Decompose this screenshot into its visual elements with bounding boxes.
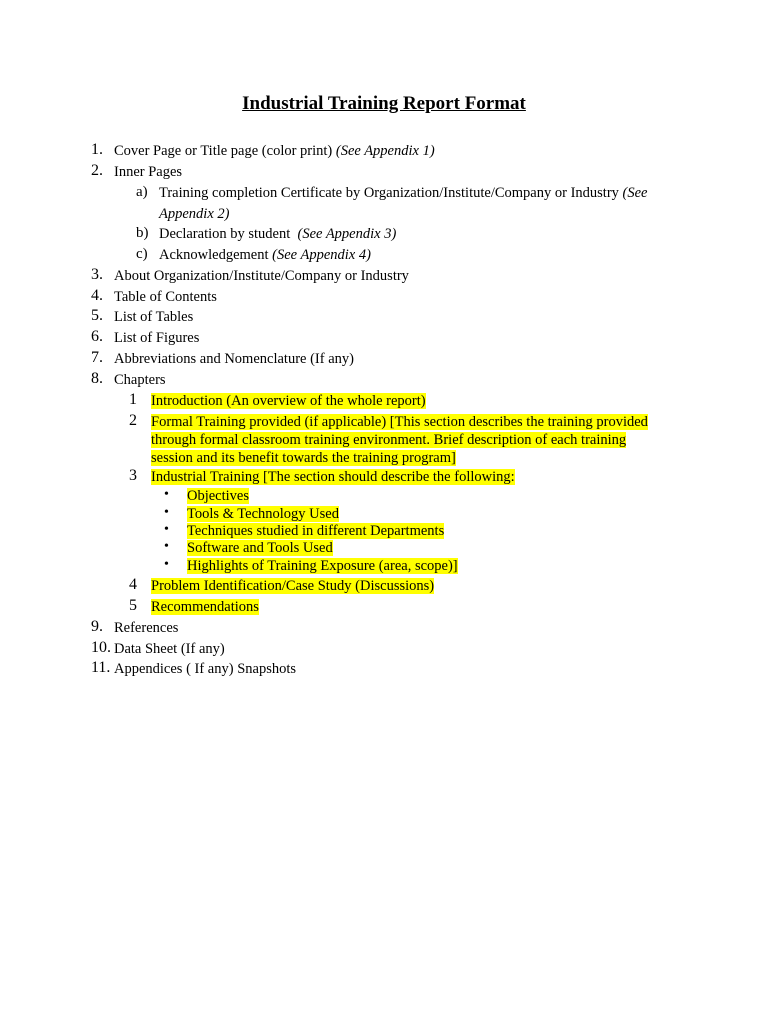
list-item-inner-pages: Inner Pages [114, 164, 183, 180]
sub-item-declaration [159, 225, 396, 243]
item-number: 4. [91, 287, 103, 304]
chapter-number: 3 [129, 467, 137, 484]
chapter-text: through formal classroom training environment. Brief description of each training [151, 432, 627, 448]
item-number: 6. [91, 328, 103, 345]
bullet-icon: • [164, 522, 169, 537]
chapter-formal-training-continued [151, 431, 626, 449]
sub-item-letter: c) [136, 246, 148, 262]
list-item-table-of-contents: Table of Contents [114, 289, 217, 305]
list-item-chapters: Chapters [114, 372, 166, 388]
bullet-text: Tools & Technology Used [187, 506, 339, 522]
bullet-item-objectives [187, 487, 249, 505]
list-item-about-organization: About Organization/Institute/Company or Industry [114, 268, 409, 284]
appendix-reference: (See Appendix 1) [335, 143, 435, 159]
sub-item-certificate [159, 184, 647, 202]
item-text: Acknowledgement [159, 247, 269, 263]
bullet-icon: • [164, 539, 169, 554]
sub-item-letter: b) [136, 225, 149, 241]
chapter-formal-training [151, 413, 648, 431]
item-number: 7. [91, 349, 103, 366]
bullet-text: Highlights of Training Exposure (area, scope)] [187, 558, 458, 574]
bullet-item-highlights [187, 557, 458, 575]
chapter-text: Introduction (An overview of the whole report) [151, 393, 426, 409]
chapter-number: 4 [129, 576, 137, 593]
bullet-icon: • [164, 487, 169, 502]
list-item-data-sheet: Data Sheet (If any) [114, 641, 225, 657]
chapter-text: Industrial Training [The section should describe the following: [151, 469, 515, 485]
item-number: 8. [91, 370, 103, 387]
chapter-number: 5 [129, 597, 137, 614]
page-title: Industrial Training Report Format [242, 93, 526, 114]
appendix-reference: (See [622, 185, 648, 201]
list-item-appendices: Appendices ( If any) Snapshots [114, 661, 297, 677]
chapter-text: session and its benefit towards the training program] [151, 450, 456, 466]
item-number: 10. [91, 639, 111, 656]
chapter-number: 2 [129, 412, 137, 429]
bullet-item-techniques [187, 522, 444, 540]
list-item-abbreviations: Abbreviations and Nomenclature (If any) [114, 351, 354, 367]
item-number: 1. [91, 141, 103, 158]
item-text: Cover Page or Title page (color print) [114, 143, 333, 159]
appendix-reference: (See Appendix 4) [272, 247, 371, 263]
item-text: Declaration by student [159, 226, 294, 242]
item-number: 5. [91, 307, 103, 324]
bullet-item-software-tools [187, 539, 333, 557]
bullet-item-tools-technology [187, 505, 339, 523]
bullet-text: Techniques studied in different Departments [187, 523, 445, 539]
item-number: 9. [91, 618, 103, 635]
list-item-list-of-tables: List of Tables [114, 309, 194, 325]
chapter-text: Recommendations [151, 599, 259, 615]
list-item-references: References [114, 620, 179, 636]
bullet-text: Objectives [187, 488, 250, 504]
chapter-number: 1 [129, 391, 137, 408]
item-number: 11. [91, 659, 111, 676]
item-number: 3. [91, 266, 103, 283]
chapter-formal-training-continued [151, 449, 456, 467]
chapter-recommendations [151, 598, 259, 616]
appendix-reference-continued: Appendix 2) [159, 206, 230, 222]
chapter-text: Formal Training provided (if applicable) [This section describes the training provided [151, 414, 648, 430]
bullet-text: Software and Tools Used [187, 540, 333, 556]
item-number: 2. [91, 162, 103, 179]
chapter-problem-identification [151, 577, 434, 595]
appendix-reference: (See Appendix 3) [297, 226, 397, 242]
list-item-cover-page [114, 142, 435, 160]
list-item-list-of-figures: List of Figures [114, 330, 200, 346]
sub-item-letter: a) [136, 184, 148, 200]
sub-item-acknowledgement [159, 246, 371, 264]
item-text: Training completion Certificate by Organization/Institute/Company or Industry [159, 185, 619, 201]
chapter-text: Problem Identification/Case Study (Discussions) [151, 578, 435, 594]
chapter-introduction [151, 392, 426, 410]
chapter-industrial-training [151, 468, 515, 486]
bullet-icon: • [164, 557, 169, 572]
bullet-icon: • [164, 505, 169, 520]
